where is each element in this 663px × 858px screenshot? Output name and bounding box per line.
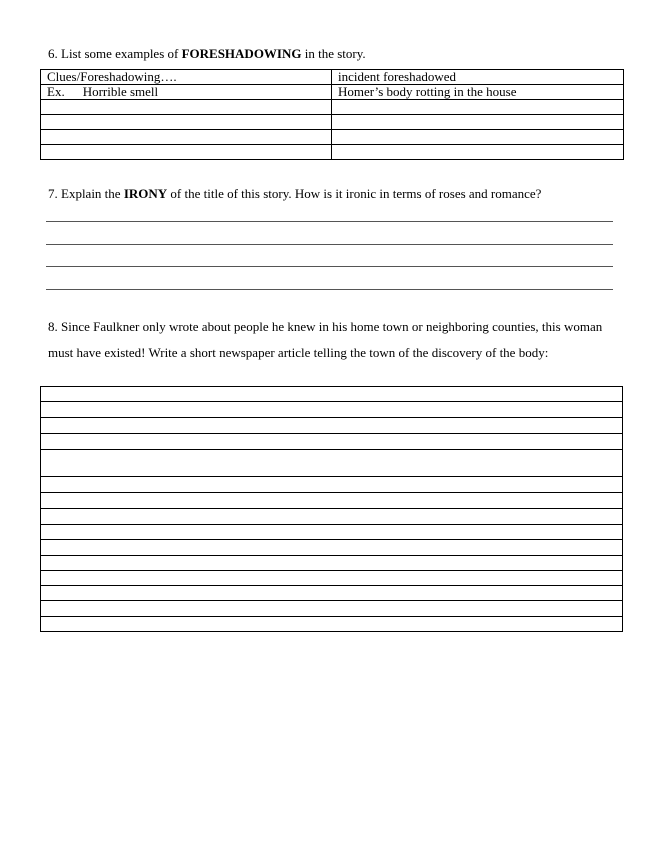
incident-answer-cell[interactable] [332,145,624,160]
example-clue: Horrible smell [82,84,159,99]
clue-answer-cell[interactable] [41,115,332,130]
q6-keyword: FORESHADOWING [181,46,302,61]
incident-answer-cell[interactable] [332,130,624,145]
incident-answer-cell[interactable] [332,115,624,130]
table-example-row [41,85,624,100]
q7-keyword: IRONY [123,186,168,201]
article-line [41,585,622,586]
clue-answer-cell[interactable] [41,100,332,115]
clue-answer-cell[interactable] [41,145,332,160]
incident-answer-cell[interactable] [332,100,624,115]
table-row [41,100,624,115]
article-line [41,524,622,525]
answer-line[interactable] [46,289,613,290]
table-row [41,115,624,130]
q6-suffix: in the story. [301,46,366,61]
answer-line[interactable] [46,266,613,267]
article-line [41,555,622,556]
q7-prefix: 7. Explain the [48,186,124,201]
answer-line[interactable] [46,244,613,245]
article-line [41,449,622,450]
answer-line[interactable] [46,221,613,222]
article-line [41,508,622,509]
example-label: Ex. [47,84,65,99]
article-line [41,433,622,434]
question-6-prompt [48,46,366,62]
article-line [41,401,622,402]
article-line [41,476,622,477]
table-row [41,145,624,160]
table-row [41,130,624,145]
article-line [41,539,622,540]
newspaper-article-box[interactable] [40,386,623,632]
table-header-row [41,70,624,85]
foreshadowing-table [40,69,624,160]
question-8-prompt-line-1: 8. Since Faulkner only wrote about people he knew in his home town or neighboring counties, this woman [48,319,603,334]
clue-answer-cell[interactable] [41,130,332,145]
question-7-prompt [48,186,541,202]
article-line [41,417,622,418]
article-line [41,616,622,617]
article-line [41,570,622,571]
header-clues: Clues/Foreshadowing…. [41,70,332,85]
question-8-prompt-line-2: must have existed! Write a short newspaper article telling the town of the discovery of the body: [48,345,549,360]
article-line [41,600,622,601]
header-incident: incident foreshadowed [332,70,624,85]
article-line [41,492,622,493]
example-clue-cell [41,85,332,100]
q7-suffix: of the title of this story. How is it ironic in terms of roses and romance? [167,186,542,201]
example-incident: Homer’s body rotting in the house [332,85,624,100]
q6-prefix: 6. List some examples of [48,46,182,61]
